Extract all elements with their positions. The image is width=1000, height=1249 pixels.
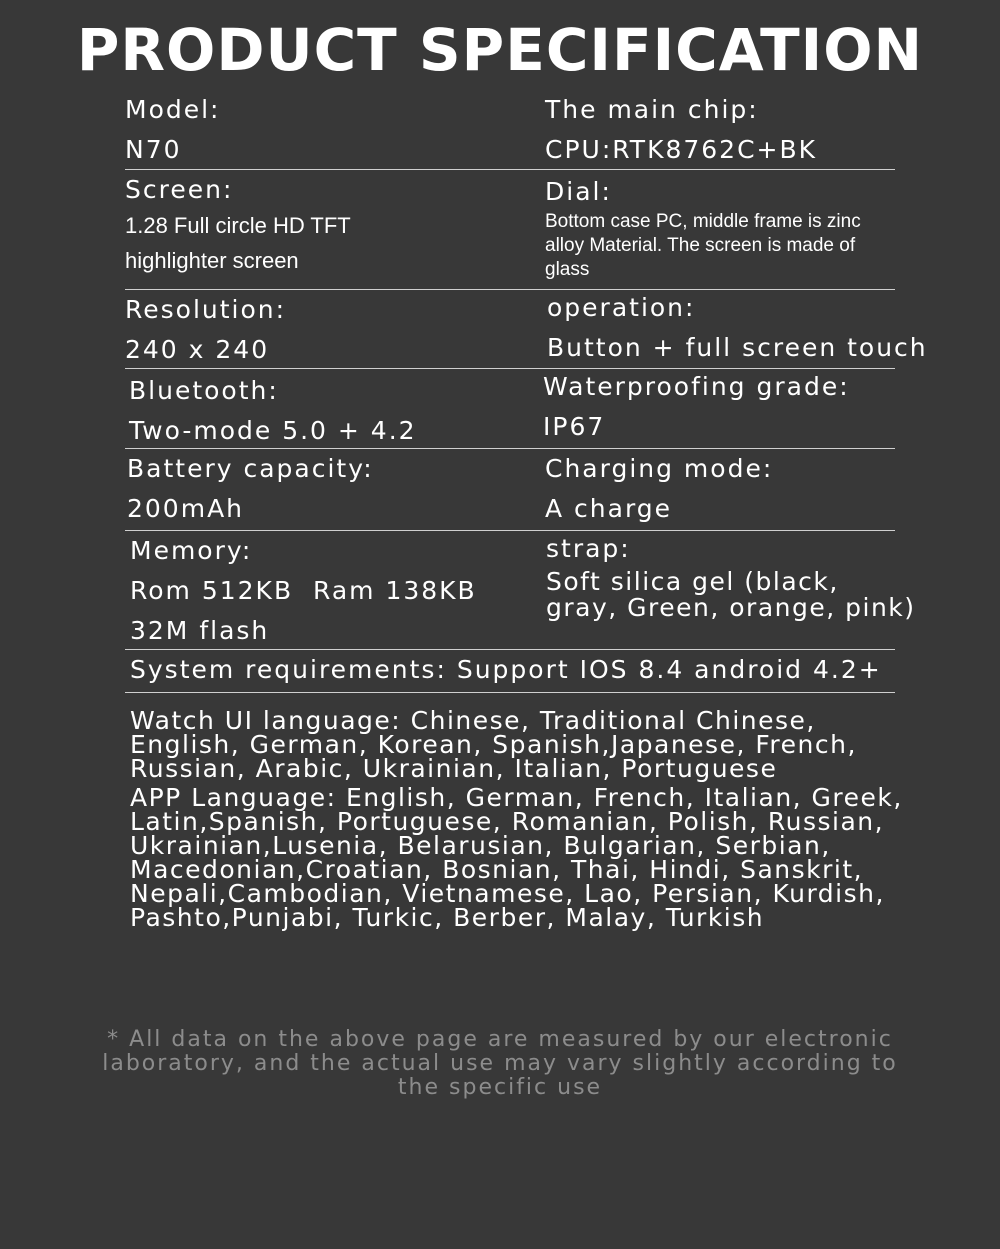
spec-label: Battery capacity: <box>127 454 374 483</box>
spec-label: Model: <box>125 95 221 124</box>
spec-row-model-chip <box>125 90 895 170</box>
spec-row-resolution-operation <box>125 290 928 369</box>
spec-charging <box>545 449 925 529</box>
spec-row-memory-strap <box>125 531 916 650</box>
spec-label: Resolution: <box>125 295 287 324</box>
spec-screen <box>125 170 525 278</box>
footnote: * All data on the above page are measured by our electronic laboratory, and the actual use may vary slightly according to the specific use <box>102 1027 898 1100</box>
spec-resolution <box>125 290 525 370</box>
spec-memory <box>130 531 530 651</box>
spec-value: Rom 512KB Ram 138KB <box>130 576 477 605</box>
spec-value: System requirements: Support IOS 8.4 android 4.2+ <box>130 655 882 684</box>
spec-value: 1.28 Full circle HD TFT <box>125 213 351 238</box>
spec-value: Button + full screen touch <box>547 333 928 362</box>
spec-value: A charge <box>545 494 673 523</box>
spec-row-system <box>125 650 895 693</box>
app-language: APP Language: English, German, French, Italian, Greek, Latin,Spanish, Portuguese, Romanian, Polish, Russian, Ukrainian,Lusenia, Belarusian, Bulgarian, Serbian, Macedonian,Croatian, Bosnian, Thai, Hindi, Sanskrit, Nepali,Cambodian, Vietnamese, Lao, Persian, Kurdish, Pashto,Punjabi, Turkic, Berber, Malay, Turkish <box>130 783 903 932</box>
spec-label: Charging mode: <box>545 454 774 483</box>
spec-operation <box>547 290 927 368</box>
spec-label: Waterproofing grade: <box>543 372 850 401</box>
spec-dial <box>545 170 925 282</box>
spec-value: 240 x 240 <box>125 335 270 364</box>
spec-waterproof <box>543 369 923 447</box>
spec-value: CPU:RTK8762C+BK <box>545 135 818 164</box>
spec-label: Screen: <box>125 175 234 204</box>
spec-label: operation: <box>547 293 696 322</box>
spec-value: Soft silica gel (black, gray, Green, orange, pink) <box>546 567 916 622</box>
spec-value: highlighter screen <box>125 248 299 273</box>
spec-value: N70 <box>125 135 182 164</box>
spec-label: Dial: <box>545 177 612 206</box>
spec-value: Bottom case PC, middle frame is zinc alloy Material. The screen is made of glass <box>545 211 861 280</box>
spec-model <box>125 90 525 170</box>
spec-label: Bluetooth: <box>129 376 279 405</box>
spec-label: Memory: <box>130 536 253 565</box>
spec-row-battery-charging <box>125 449 895 531</box>
spec-label: The main chip: <box>545 95 759 124</box>
row-divider <box>125 692 895 693</box>
spec-battery <box>127 449 527 529</box>
spec-system <box>130 650 890 690</box>
watch-ui-language: Watch UI language: Chinese, Traditional Chinese, English, German, Korean, Spanish,Japanese, French, Russian, Arabic, Ukrainian, Italian, Portuguese <box>130 706 857 783</box>
spec-row-bluetooth-waterproof <box>125 369 895 449</box>
spec-row-screen-dial <box>125 170 895 290</box>
spec-bluetooth <box>129 369 529 451</box>
spec-value: IP67 <box>543 412 606 441</box>
page-title: PRODUCT SPECIFICATION <box>76 16 924 84</box>
spec-value: 200mAh <box>127 494 245 523</box>
spec-strap <box>546 531 916 621</box>
spec-value: Two-mode 5.0 + 4.2 <box>129 416 417 445</box>
spec-value: 32M flash <box>130 616 270 645</box>
spec-label: strap: <box>546 534 631 563</box>
spec-chip <box>545 90 925 170</box>
